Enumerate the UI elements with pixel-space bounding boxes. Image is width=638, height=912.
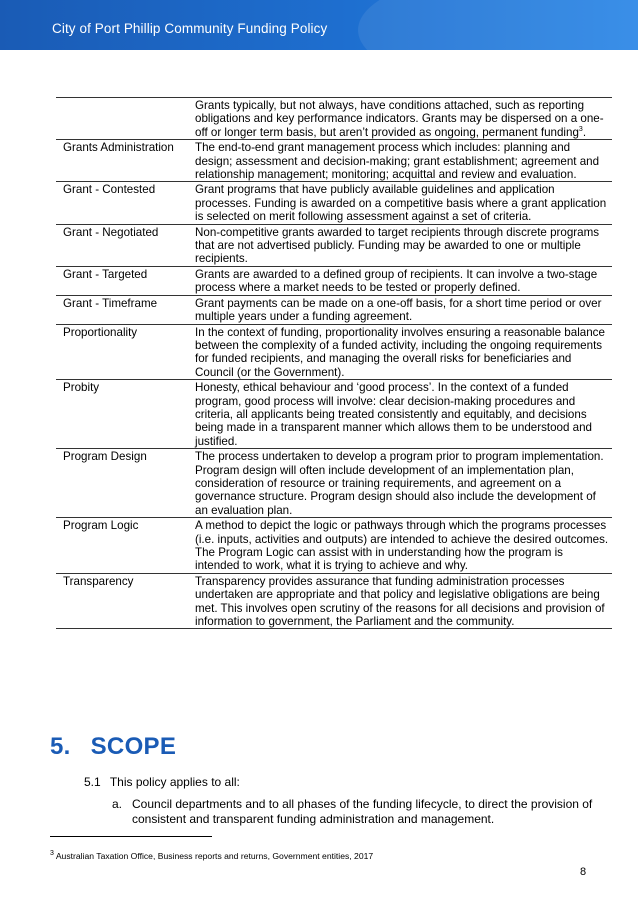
glossary-row bbox=[56, 224, 612, 266]
section-heading bbox=[50, 733, 176, 761]
glossary-term: Program Logic bbox=[63, 519, 139, 533]
definition-paragraph bbox=[195, 381, 610, 448]
definition-paragraph bbox=[195, 141, 610, 181]
footnote bbox=[50, 851, 373, 861]
definition-text: A method to depict the logic or pathways through which the programs processes (i.e. inputs, activities and outputs) are intended to achieve the desired outcomes. The Program Logic can assist with in understanding how the program is intended to work, what it is trying to achieve and why. bbox=[195, 519, 609, 573]
glossary-definition bbox=[191, 140, 612, 182]
glossary-row bbox=[56, 98, 612, 140]
definition-paragraph bbox=[195, 297, 610, 324]
glossary-definition bbox=[191, 324, 612, 380]
page-number: 8 bbox=[580, 866, 587, 878]
glossary-term: Transparency bbox=[63, 574, 134, 588]
definition-text: The process undertaken to develop a program prior to program implementation. bbox=[195, 450, 604, 464]
subclause-text: Council departments and to all phases of the funding lifecycle, to direct the provision of consistent and transparent funding administration and management. bbox=[132, 797, 593, 826]
glossary-term: Grant - Contested bbox=[63, 183, 156, 197]
definition-text: Grant programs that have publicly available guidelines and application processes. Funding is awarded on a competitive basis where a grant application is selected on merit following assessment against a set of criteria. bbox=[195, 183, 607, 224]
definition-paragraph bbox=[195, 464, 610, 518]
definition-text: Grant payments can be made on a one-off basis, for a short time period or over multiple years under a funding agreement. bbox=[195, 296, 602, 324]
definition-text: Grants are awarded to a defined group of recipients. It can involve a two-stage process where a market needs to be tested or properly defined. bbox=[195, 267, 598, 295]
header-bar bbox=[0, 0, 638, 50]
glossary-row bbox=[56, 518, 612, 574]
definition-text: Non-competitive grants awarded to target recipients through discrete programs that are not advertised publicly. Funding may be awarded to one or multiple recipients. bbox=[195, 225, 600, 266]
glossary-term: Program Design bbox=[63, 450, 147, 464]
definition-text: Honesty, ethical behaviour and ‘good process’. In the context of a funded program, good process will involve: clear decision-making procedures and criteria, all applicants being treated consistently and equitably, and decisions being made in a transparent manner which allows them to be understood and justified. bbox=[195, 381, 593, 448]
footnote-marker: 3 bbox=[50, 850, 54, 858]
glossary-row bbox=[56, 324, 612, 380]
glossary-row bbox=[56, 140, 612, 182]
glossary-definition bbox=[191, 380, 612, 449]
definition-paragraph bbox=[195, 575, 610, 629]
definition-text: In the context of funding, proportionality involves ensuring a reasonable balance between the complexity of a funded activity, including the ongoing requirements for funded recipients, and managing the overall risks for beneficiaries and Council (or the Government). bbox=[195, 325, 605, 379]
glossary-term: Grants Administration bbox=[63, 141, 174, 155]
glossary-table bbox=[56, 97, 612, 629]
definition-text: The end-to-end grant management process which includes: planning and design; assessment and decision-making; grant establishment; agreement and relationship management; monitoring; acquittal and review and evaluation. bbox=[195, 141, 600, 182]
footnote-reference[interactable]: 3 bbox=[578, 125, 583, 133]
glossary-definition bbox=[191, 295, 612, 324]
definition-paragraph: Grants typically, but not always, have conditions attached, such as reporting obligations and key performance indicators. Grants may be dispersed on a one-off or longer term basis, but aren’t provided as ongoing, permanent funding$^3$. bbox=[195, 99, 604, 139]
glossary-definition bbox=[191, 449, 612, 518]
definition-paragraph bbox=[195, 226, 610, 266]
clause-text: This policy applies to all: bbox=[109, 775, 240, 789]
glossary-definition bbox=[191, 266, 612, 295]
subclause-letter: a. bbox=[112, 797, 123, 811]
glossary-term: Proportionality bbox=[63, 325, 138, 339]
definition-text: Grants typically, but not always, have conditions attached, such as reporting obligations and key performance indicators. Grants may be dispersed on a one-off or longer term basis, but aren’t provided as ongoing, permanent funding bbox=[195, 99, 604, 139]
glossary-definition bbox=[191, 518, 612, 574]
definition-paragraph bbox=[195, 268, 610, 295]
footnote-separator bbox=[50, 836, 212, 837]
glossary-definition bbox=[191, 573, 612, 629]
definition-paragraph bbox=[195, 183, 610, 223]
clause-number: 5.1 bbox=[84, 775, 101, 789]
glossary-row bbox=[56, 182, 612, 224]
glossary-row bbox=[56, 380, 612, 449]
glossary-term: Grant - Timeframe bbox=[63, 296, 158, 310]
section-number: 5. bbox=[50, 733, 71, 760]
clause-5-1 bbox=[84, 775, 240, 789]
document-title: City of Port Phillip Community Funding Policy bbox=[52, 21, 328, 36]
definition-text: Transparency provides assurance that funding administration processes undertaken are appropriate and that policy and legislative obligations are being met. This involves open scrutiny of the reasons for all decisions and provision of information to government, the Parliament and the community. bbox=[195, 574, 605, 629]
footnote-text: Australian Taxation Office, Business reports and returns, Government entities, 2017 bbox=[55, 851, 374, 861]
glossary-term bbox=[56, 98, 191, 140]
definition-paragraph bbox=[195, 519, 610, 573]
definition-paragraph bbox=[195, 326, 610, 380]
glossary-row bbox=[56, 266, 612, 295]
definition-paragraph bbox=[195, 450, 610, 463]
header-decoration bbox=[358, 0, 638, 50]
glossary-definition bbox=[191, 182, 612, 224]
section-title: SCOPE bbox=[90, 733, 177, 760]
glossary-row bbox=[56, 573, 612, 629]
glossary-definition bbox=[191, 98, 612, 140]
glossary-term: Probity bbox=[63, 381, 100, 395]
definition-text: Program design will often include development of an implementation plan, consideration of resource or training requirements, and agreement on a governance structure. Program design should also include the development of an evaluation plan. bbox=[195, 463, 596, 517]
subclause-a bbox=[112, 797, 612, 827]
glossary-definition bbox=[191, 224, 612, 266]
glossary-term: Grant - Negotiated bbox=[63, 225, 159, 239]
glossary-term: Grant - Targeted bbox=[63, 267, 148, 281]
glossary-row bbox=[56, 295, 612, 324]
glossary-row bbox=[56, 449, 612, 518]
